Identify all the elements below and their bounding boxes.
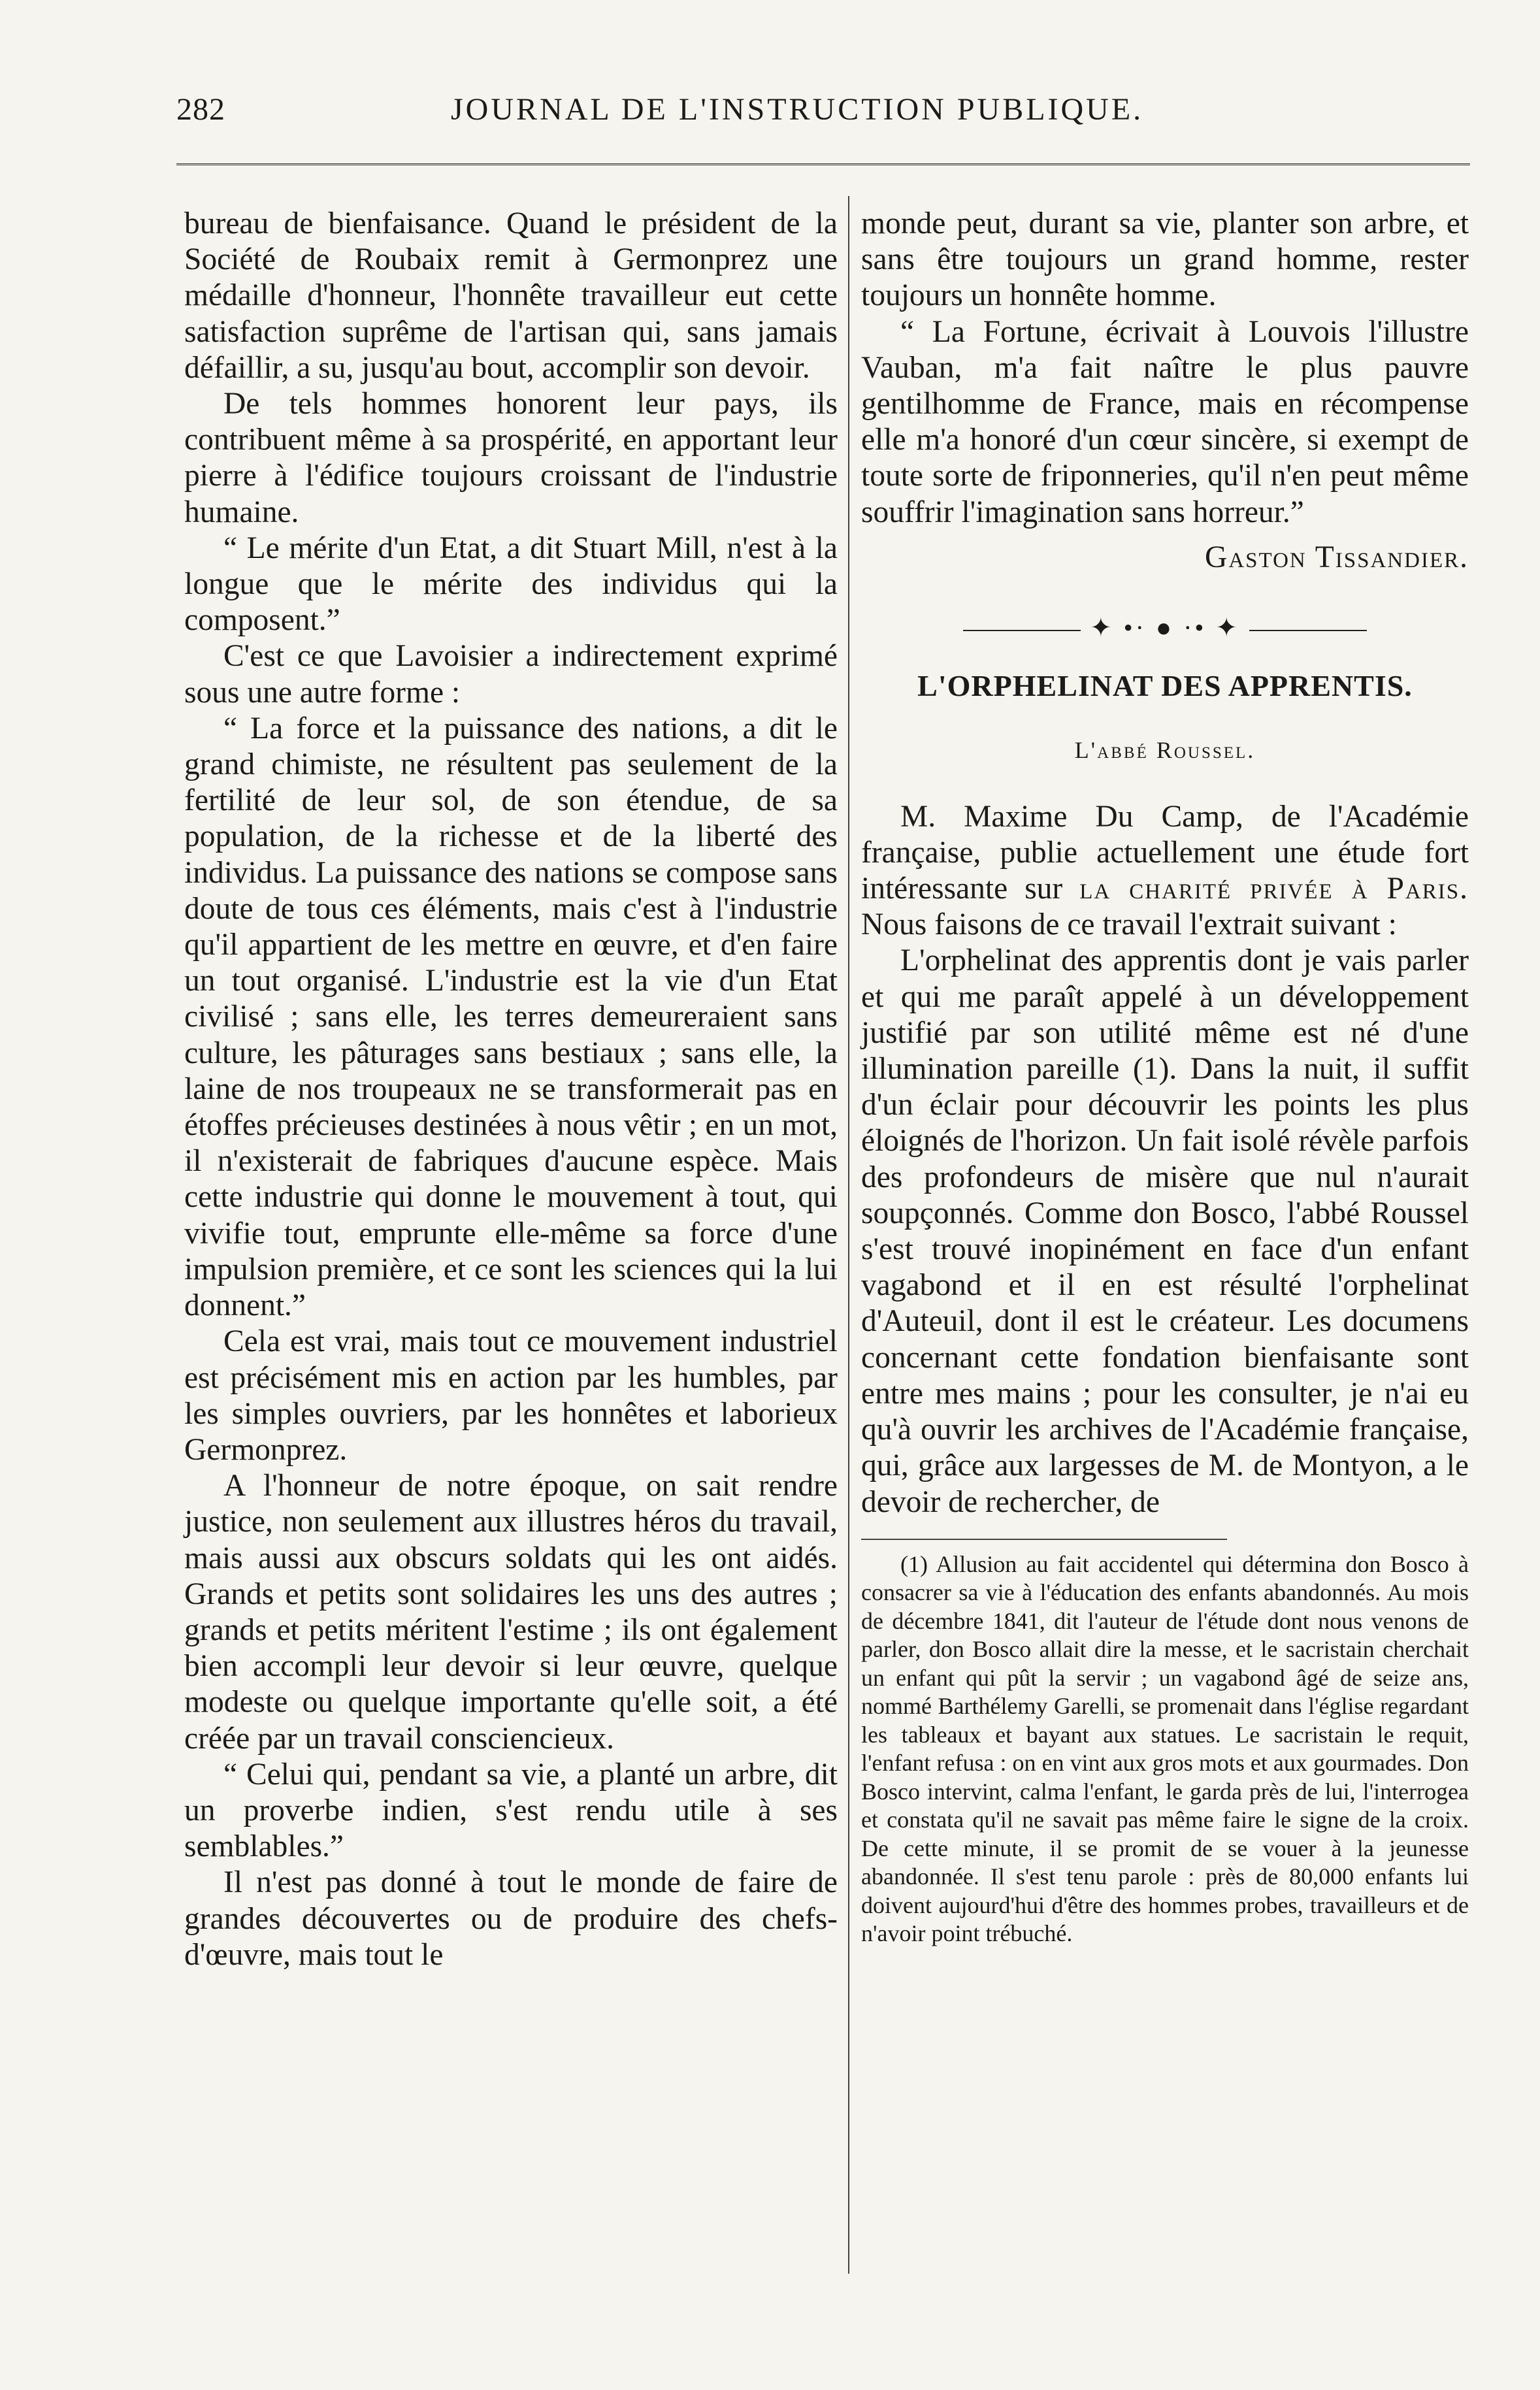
footnote: (1) Allusion au fait accidentel qui détermina don Bosco à consacrer sa vie à l'éducation des enfants abandonnés. Au mois de décembre 1841, dit l'auteur de l'étude dont nous venons de parler, don Bosco allait dire la messe, et le sacristain cherchait un enfant qui pût la servir ; un vagabond âgé de seize ans, nommé Barthélemy Garelli, se promenait dans l'église regardant les tableaux et bayant aux statues. Le sacristain le requit, l'enfant refusa : on en vint aux gros mots et aux gourmades. Don Bosco intervint, calma l'enfant, le garda près de lui, l'interrogea et constata qu'il ne savait pas même faire le signe de la croix. De cette minute, il se promit de se vouer à la jeunesse abandonnée. Il s'est tenu parole : près de 80,000 enfants lui doivent aujourd'hui d'être des hommes probes, travailleurs et de n'avoir point trébuché. — [861, 1550, 1469, 1947]
intro-reference: la charité privée à Paris. — [1079, 872, 1469, 906]
author-signature: Gaston Tissandier. — [1205, 540, 1469, 574]
quote-paragraph: “ La force et la puissance des nations, a dit le grand chimiste, ne résultent pas seulement de la fertilité de leur sol, de son étendue, de sa population, de la richesse et de la liberté des individus. La puissance des nations se compose sans doute de tous ces éléments, mais c'est à l'industrie qu'il appartient de les mettre en œuvre, et d'en faire un tout organisé. L'industrie est la vie d'un Etat civilisé ; sans elle, les terres demeureraient sans culture, les pâturages sans bestiaux ; sans elle, la laine de nos troupeaux ne se transformerait pas en étoffes précieuses destinées à nous vêtir ; en un mot, il n'existerait de fabriques d'aucune espèce. Mais cette industrie qui donne le mouvement à tout, qui vivifie tout, emprunte elle-même sa force d'une impulsion première, et ce sont les sciences qui la lui donnent.” — [184, 711, 838, 1323]
paragraph: A l'honneur de notre époque, on sait rendre justice, non seulement aux illustres héros du travail, mais aussi aux obscurs soldats qui les ont aidés. Grands et petits sont solidaires les uns des autres ; grands et petits méritent l'estime ; ils ont également bien accompli leur devoir si leur œuvre, quelque modeste ou quelque importante qu'elle soit, a été créée par un travail consciencieux. — [184, 1469, 838, 1756]
article-body: L'orphelinat des apprentis dont je vais parler et qui me paraît appelé à un développement justifié par son utilité même est né d'une illumination pareille (1). Dans la nuit, il suffit d'un éclair pour découvrir les points les plus éloignés de l'horizon. Un fait isolé révèle parfois des profondeurs de misère que nul n'aurait soupçonnés. Comme don Bosco, l'abbé Roussel s'est trouvé inopinément en face d'un enfant vagabond et il en est résulté l'orphelinat d'Auteuil, dont il est le créateur. Les documens concernant cette fondation bienfaisante sont entre mes mains ; pour les consulter, je n'ai eu qu'à ouvrir les archives de l'Académie française, qui, grâce aux largesses de M. de Montyon, a le devoir de rechercher, de — [861, 943, 1469, 1519]
column-divider — [848, 196, 849, 2274]
paragraph: Cela est vrai, mais tout ce mouvement industriel est précisément mis en action par les humbles, par les simples ouvriers, par les honnêtes et laborieux Germonprez. — [184, 1324, 838, 1467]
intro-text-end: Nous faisons de ce travail l'extrait suivant : — [861, 908, 1397, 942]
paragraph: Il n'est pas donné à tout le monde de faire de grandes découvertes ou de produire des chefs-d'œuvre, mais tout le — [184, 1865, 838, 1972]
right-column — [861, 206, 1469, 1948]
paragraph: De tels hommes honorent leur pays, ils contribuent même à sa prospérité, en apportant leur pierre à l'édifice toujours croissant de l'industrie humaine. — [184, 387, 838, 529]
paragraph: C'est ce que Lavoisier a indirectement exprimé sous une autre forme : — [184, 639, 838, 710]
intro-paragraph — [861, 799, 1469, 943]
continued-paragraph: monde peut, durant sa vie, planter son arbre, et sans être toujours un grand homme, rester toujours un honnête homme. — [861, 206, 1469, 313]
footnote-rule — [861, 1539, 1227, 1540]
quote-paragraph: “ La Fortune, écrivait à Louvois l'illustre Vauban, m'a fait naître le plus pauvre gentilhomme de France, mais en récompense elle m'a honoré d'un cœur sincère, si exempt de toute sorte de friponneries, qu'il n'en peut même souffrir l'imagination sans horreur.” — [861, 314, 1469, 529]
quote-paragraph: “ Celui qui, pendant sa vie, a planté un arbre, dit un proverbe indien, s'est rendu utile à ses semblables.” — [184, 1757, 838, 1864]
article-subtitle: L'abbé Roussel. — [1074, 737, 1256, 764]
section-ornament — [861, 610, 1469, 646]
page-header — [176, 91, 1496, 144]
ornament-glyphs: ✦ •· ● ·• ✦ — [1090, 613, 1240, 643]
intro-text: M. Maxime Du Camp, de l'Académie française, publie actuellement une étude fort intéressante sur — [861, 799, 1469, 906]
quote-paragraph: “ Le mérite d'un Etat, a dit Stuart Mill, n'est à la longue que le mérite des individus qui la composent.” — [184, 531, 838, 638]
ornament-line-right — [1249, 630, 1367, 631]
page-number: 282 — [176, 92, 225, 127]
header-rule — [176, 163, 1470, 165]
article-title: L'ORPHELINAT DES APPRENTIS. — [917, 669, 1413, 703]
paragraph: bureau de bienfaisance. Quand le président de la Société de Roubaix remit à Germonprez une médaille d'honneur, l'honnête travailleur eut cette satisfaction suprême de l'artisan qui, sans jamais défaillir, a su, jusqu'au bout, accomplir son devoir. — [184, 206, 838, 385]
running-title: JOURNAL DE L'INSTRUCTION PUBLIQUE. — [451, 92, 1144, 127]
ornament-line-left — [963, 630, 1081, 631]
left-column — [184, 206, 838, 1973]
